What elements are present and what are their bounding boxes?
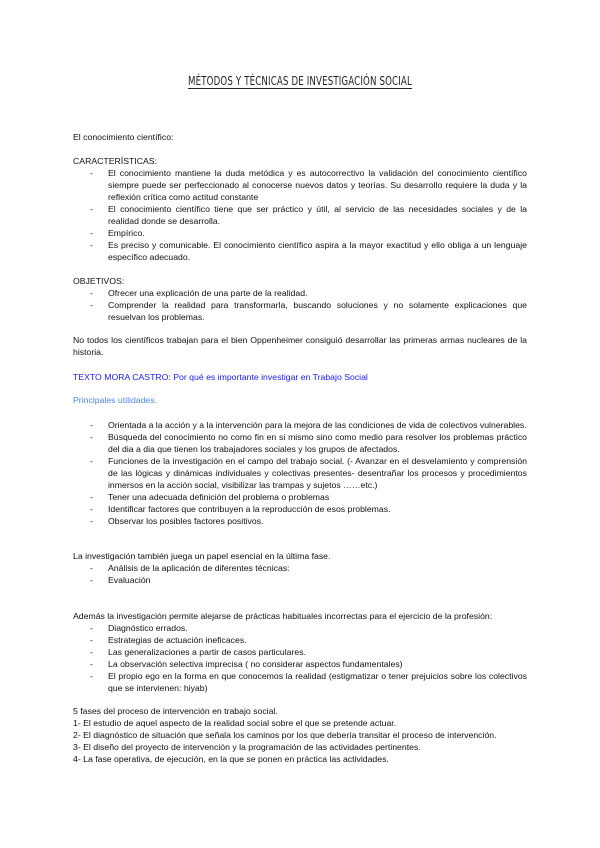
- document-title: MÉTODOS Y TÉCNICAS DE INVESTIGACIÓN SOCIAL: [188, 74, 412, 88]
- oppenheimer-paragraph: [73, 334, 527, 358]
- list-item: - Empírico.: [73, 227, 527, 239]
- practicas-section: [73, 610, 527, 694]
- fases-section: [73, 705, 527, 765]
- texto-heading-block: [73, 371, 527, 383]
- phase-item: 4- La fase operativa, de ejecución, en la que se ponen en práctica las actividades.: [73, 754, 389, 764]
- objetivos-section: [73, 275, 527, 323]
- intro-text: El conocimiento científico:: [73, 132, 174, 142]
- section-heading: OBJETIVOS:: [73, 276, 125, 286]
- list-item: - Observar los posibles factores positivos.: [73, 515, 527, 527]
- utilidades-section: [73, 394, 527, 527]
- list-item: - Comprender la realidad para transformarla, buscando soluciones y no solamente explicaciones que resuelvan los problemas.: [73, 299, 527, 323]
- list-item: - Las generalizaciones a partir de casos particulares.: [73, 646, 527, 658]
- list-item: - Ofrecer una explicación de una parte de la realidad.: [73, 287, 527, 299]
- paragraph: No todos los científicos trabajan para el bien Oppenheimer consiguió desarrollar las primeras armas nucleares de la historia.: [73, 335, 527, 357]
- section-heading: Principales utilidades.: [73, 395, 158, 405]
- list-item: - Orientada a la acción y a la intervención para la mejora de las condiciones de vida de colectivos vulnerables.: [73, 419, 527, 431]
- phase-item: 3- El diseño del proyecto de intervención y la programación de las actividades pertinentes.: [73, 742, 421, 752]
- list-item: - Identificar factores que contribuyen a la reproducción de esos problemas.: [73, 503, 527, 515]
- phase-item: 2- El diagnóstico de situación que señala los caminos por los que debería transitar el proceso de intervención.: [73, 730, 497, 740]
- list-item: - El conocimiento mantiene la duda metódica y es autocorrectivo la validación del conocimiento científico siempre puede ser perfeccionado al conocerse nuevos datos y teorías. Su desarrollo requiere la duda y la reflexión crítica como actitud constante: [73, 167, 527, 203]
- section-heading: La investigación también juega un papel esencial en la última fase.: [73, 551, 331, 561]
- section-heading: 5 fases del proceso de intervención en trabajo social.: [73, 706, 278, 716]
- intro-section: [73, 131, 527, 143]
- ultima-fase-section: [73, 550, 527, 586]
- phase-item: 1- El estudio de aquel aspecto de la realidad social sobre el que se pretende actuar.: [73, 718, 397, 728]
- list-item: - Estrategias de actuación ineficaces.: [73, 634, 527, 646]
- list-item: - El propio ego en la forma en que conocemos la realidad (estigmatizar o tener prejuicios sobre los colectivos que se intervienen: hiyab): [73, 670, 527, 694]
- caracteristicas-section: [73, 155, 527, 263]
- list-item: - Funciones de la investigación en el campo del trabajo social. (- Avanzar en el desvelamiento y comprensión de las lógicas y dinámicas individuales y colectivas presentes- desentrañar los procesos y procedimientos inmersos en la acción social, visibilizar las trampas y sujetos ……etc.): [73, 455, 527, 491]
- list-item: - El conocimiento científico tiene que ser práctico y útil, al servicio de las necesidades sociales y de la realidad donde se desarrolla.: [73, 203, 527, 227]
- list-item: - Análisis de la aplicación de diferentes técnicas:: [73, 562, 527, 574]
- list-item: - La observación selectiva imprecisa ( no considerar aspectos fundamentales): [73, 658, 527, 670]
- section-heading: CARACTERÍSTICAS:: [73, 156, 157, 166]
- list-item: - Diagnóstico errados.: [73, 622, 527, 634]
- list-item: - Evaluación: [73, 574, 527, 586]
- list-item: - Búsqueda del conocimiento no como fin en si mismo sino como medio para resolver los problemas práctico del dia a dia que tienen los trabajadores sociales y los grupos de afectados.: [73, 431, 527, 455]
- texto-heading: TEXTO MORA CASTRO: Por qué es importante investigar en Trabajo Social: [73, 372, 368, 382]
- list-item: - Es preciso y comunicable. El conocimiento científico aspira a la mayor exactitud y ello obliga a un lenguaje específico adecuado.: [73, 239, 527, 263]
- list-item: - Tener una adecuada definición del problema o problemas: [73, 491, 527, 503]
- section-heading: Además la investigación permite alejarse de prácticas habituales incorrectas para el ejercicio de la profesión:: [73, 611, 493, 621]
